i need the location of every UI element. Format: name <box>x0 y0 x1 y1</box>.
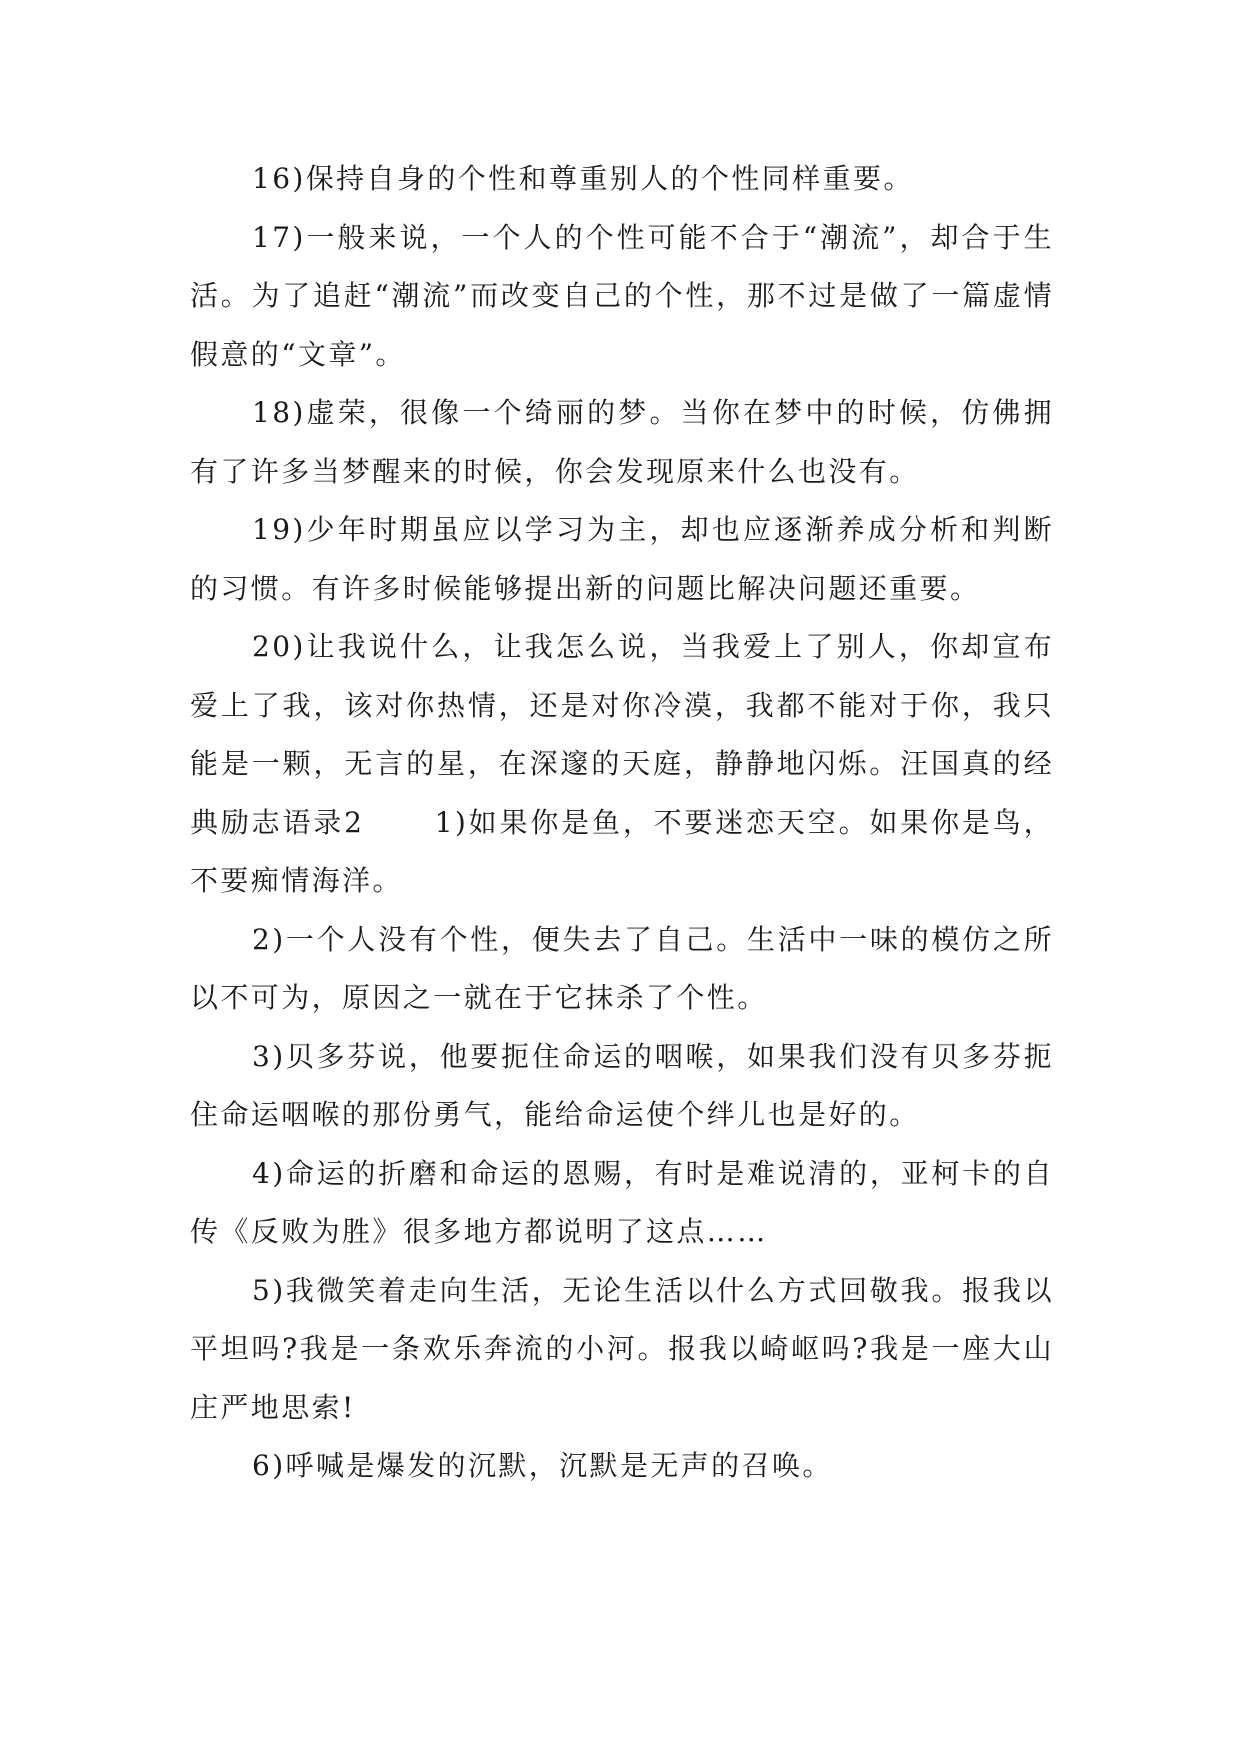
paragraph-18: 18)虚荣，很像一个绮丽的梦。当你在梦中的时候，仿佛拥有了许多当梦醒来的时候，你会发现原来什么也没有。 <box>190 396 1054 488</box>
paragraph-2: 2)一个人没有个性，便失去了自己。生活中一味的模仿之所以不可为，原因之一就在于它抹杀了个性。 <box>190 922 1054 1014</box>
paragraph-4: 4)命运的折磨和命运的恩赐，有时是难说清的，亚柯卡的自传《反败为胜》很多地方都说明了这点…… <box>190 1156 1054 1248</box>
paragraph-5: 5)我微笑着走向生活，无论生活以什么方式回敬我。报我以平坦吗?我是一条欢乐奔流的小河。报我以崎岖吗?我是一座大山庄严地思索! <box>190 1273 1054 1424</box>
paragraph-16: 16)保持自身的个性和尊重别人的个性同样重要。 <box>252 162 914 195</box>
paragraph-19: 19)少年时期虽应以学习为主，却也应逐渐养成分析和判断的习惯。有许多时候能够提出新的问题比解决问题还重要。 <box>190 513 1054 605</box>
paragraph-17: 17)一般来说，一个人的个性可能不合于“潮流”，却合于生活。为了追赶“潮流”而改变自己的个性，那不过是做了一篇虚情假意的“文章”。 <box>190 220 1054 371</box>
document-body <box>190 150 1054 1496</box>
paragraph-6: 6)呼喊是爆发的沉默，沉默是无声的召唤。 <box>252 1449 833 1482</box>
paragraph-3: 3)贝多芬说，他要扼住命运的咽喉，如果我们没有贝多芬扼住命运咽喉的那份勇气，能给命运使个绊儿也是好的。 <box>190 1039 1054 1131</box>
paragraph-20: 20)让我说什么，让我怎么说，当我爱上了别人，你却宣布爱上了我，该对你热情，还是对你冷漠，我都不能对于你，我只能是一颗，无言的星，在深邃的天庭，静静地闪烁。汪国真的经典励志语录2 1)如果你是鱼，不要迷恋天空。如果你是鸟，不要痴情海洋。 <box>190 630 1054 897</box>
